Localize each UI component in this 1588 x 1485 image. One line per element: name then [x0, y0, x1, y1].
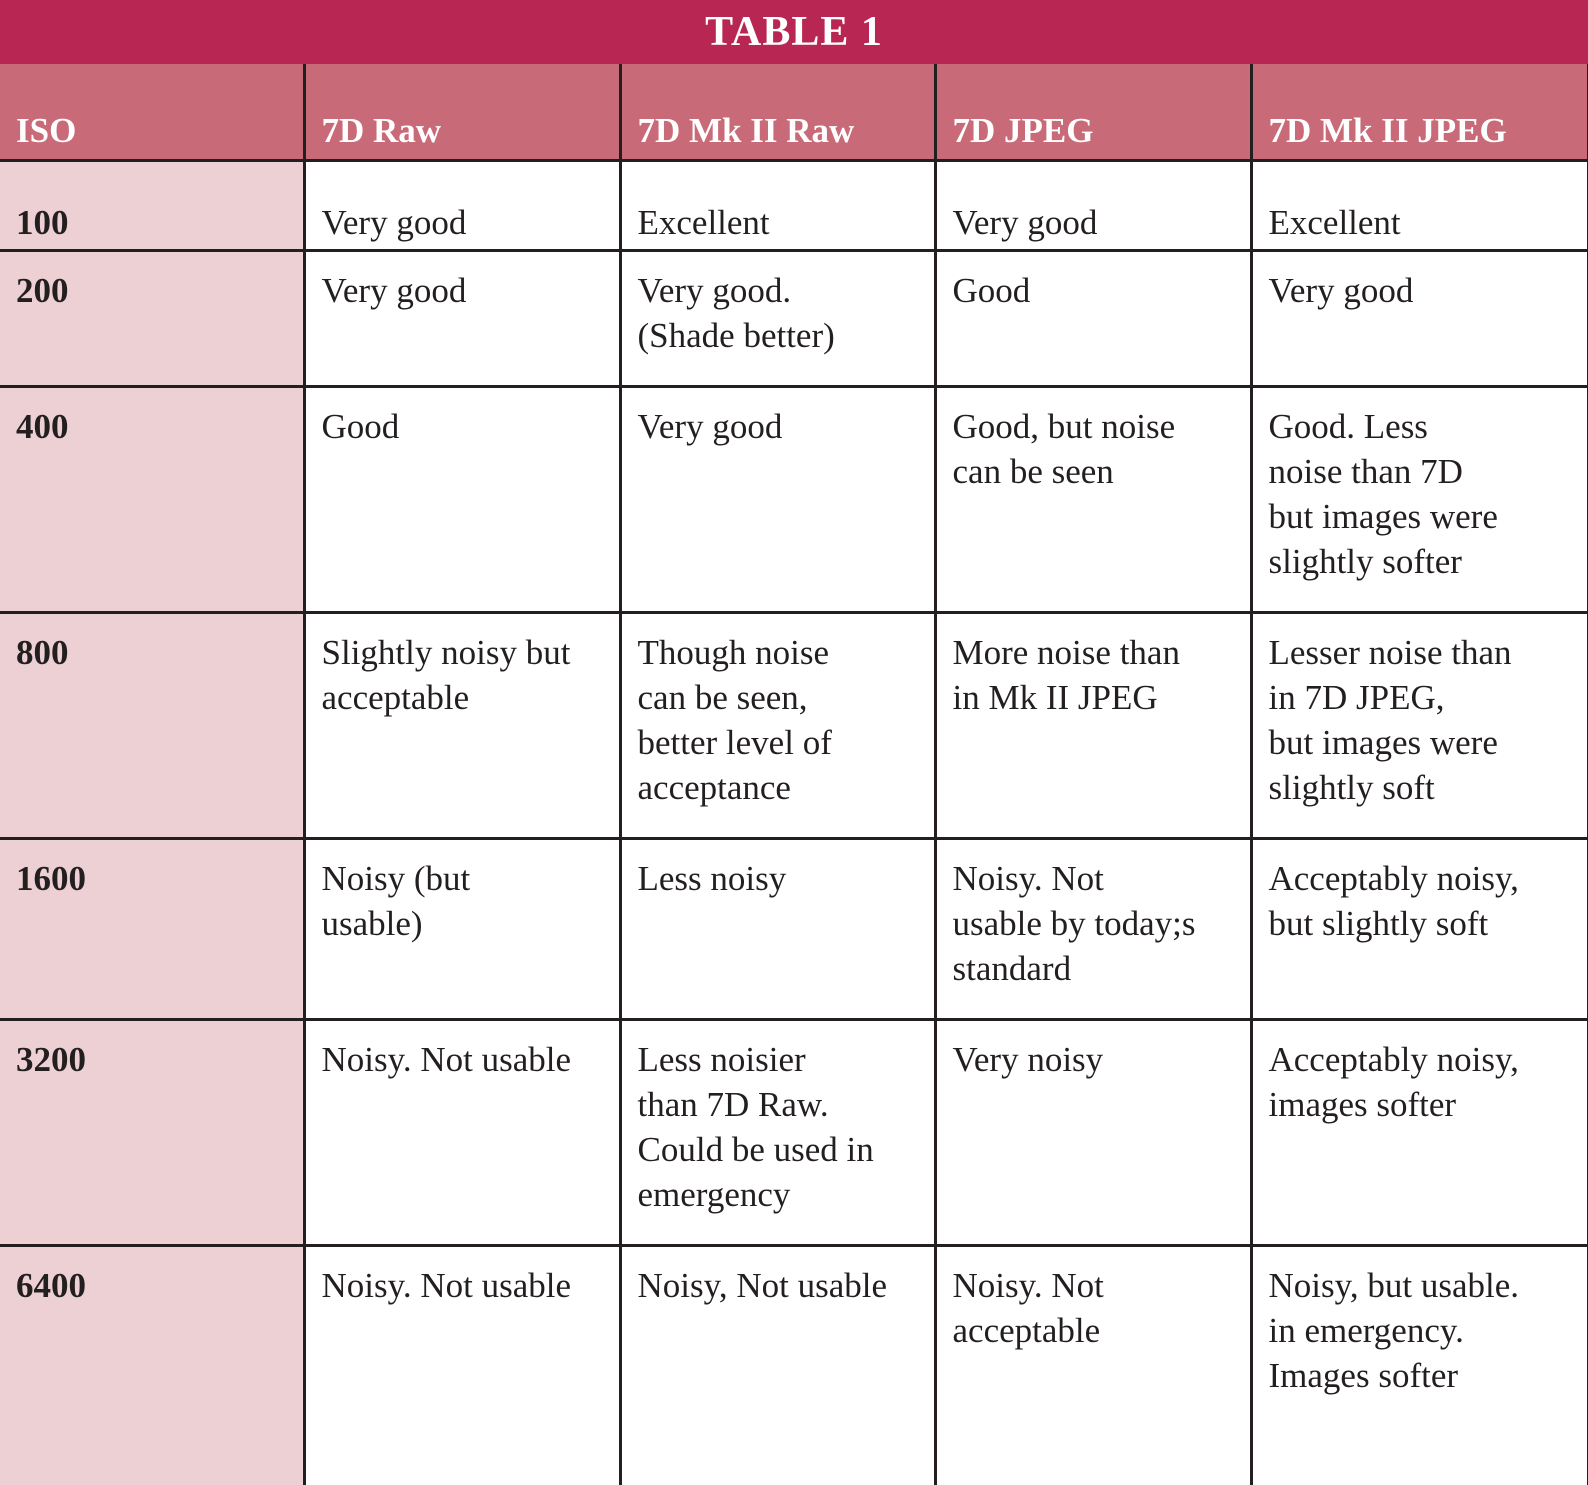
table-row	[0, 160, 1588, 250]
cell-7d-jpeg: Noisy. Not usable by today;s standard	[935, 838, 1251, 1019]
cell-7d-mk2-raw: Excellent	[620, 160, 935, 250]
cell-7d-raw: Noisy. Not usable	[304, 1019, 620, 1245]
cell-7d-mk2-jpeg: Acceptably noisy, images softer	[1251, 1019, 1588, 1245]
cell-7d-raw: Noisy (but usable)	[304, 838, 620, 1019]
cell-7d-mk2-jpeg: Lesser noise than in 7D JPEG, but images were slightly soft	[1251, 612, 1588, 838]
table-row	[0, 838, 1588, 1019]
cell-7d-raw: Good	[304, 386, 620, 612]
cell-7d-mk2-raw: Though noise can be seen, better level of acceptance	[620, 612, 935, 838]
cell-7d-mk2-jpeg: Good. Less noise than 7D but images were slightly softer	[1251, 386, 1588, 612]
cell-7d-mk2-jpeg: Very good	[1251, 250, 1588, 386]
cell-7d-jpeg: Good, but noise can be seen	[935, 386, 1251, 612]
cell-7d-raw: Slightly noisy but acceptable	[304, 612, 620, 838]
cell-iso: 3200	[0, 1019, 304, 1245]
cell-7d-jpeg: Very noisy	[935, 1019, 1251, 1245]
column-header-iso: ISO	[0, 64, 304, 160]
cell-iso: 1600	[0, 838, 304, 1019]
cell-7d-jpeg: Noisy. Not acceptable	[935, 1245, 1251, 1485]
header-row	[0, 64, 1588, 160]
cell-7d-mk2-jpeg: Acceptably noisy, but slightly soft	[1251, 838, 1588, 1019]
cell-7d-raw: Very good	[304, 160, 620, 250]
table-row	[0, 386, 1588, 612]
table-row	[0, 612, 1588, 838]
cell-7d-mk2-jpeg: Noisy, but usable. in emergency. Images softer	[1251, 1245, 1588, 1485]
table-title: TABLE 1	[0, 0, 1588, 64]
cell-7d-mk2-raw: Noisy, Not usable	[620, 1245, 935, 1485]
cell-7d-mk2-raw: Less noisier than 7D Raw. Could be used in emergency	[620, 1019, 935, 1245]
column-header-7d-raw: 7D Raw	[304, 64, 620, 160]
cell-7d-mk2-raw: Very good	[620, 386, 935, 612]
cell-iso: 6400	[0, 1245, 304, 1485]
cell-7d-raw: Noisy. Not usable	[304, 1245, 620, 1485]
column-header-7d-mk2-jpeg: 7D Mk II JPEG	[1251, 64, 1588, 160]
cell-7d-jpeg: Very good	[935, 160, 1251, 250]
cell-iso: 400	[0, 386, 304, 612]
table-body	[0, 160, 1588, 1485]
column-header-7d-jpeg: 7D JPEG	[935, 64, 1251, 160]
cell-7d-mk2-jpeg: Excellent	[1251, 160, 1588, 250]
cell-7d-jpeg: More noise than in Mk II JPEG	[935, 612, 1251, 838]
cell-7d-mk2-raw: Less noisy	[620, 838, 935, 1019]
table-row	[0, 1019, 1588, 1245]
cell-iso: 800	[0, 612, 304, 838]
cell-7d-mk2-raw: Very good. (Shade better)	[620, 250, 935, 386]
cell-7d-raw: Very good	[304, 250, 620, 386]
column-header-7d-mk2-raw: 7D Mk II Raw	[620, 64, 935, 160]
cell-7d-jpeg: Good	[935, 250, 1251, 386]
table-row	[0, 1245, 1588, 1485]
cell-iso: 100	[0, 160, 304, 250]
cell-iso: 200	[0, 250, 304, 386]
iso-comparison-table	[0, 64, 1588, 1485]
table-row	[0, 250, 1588, 386]
